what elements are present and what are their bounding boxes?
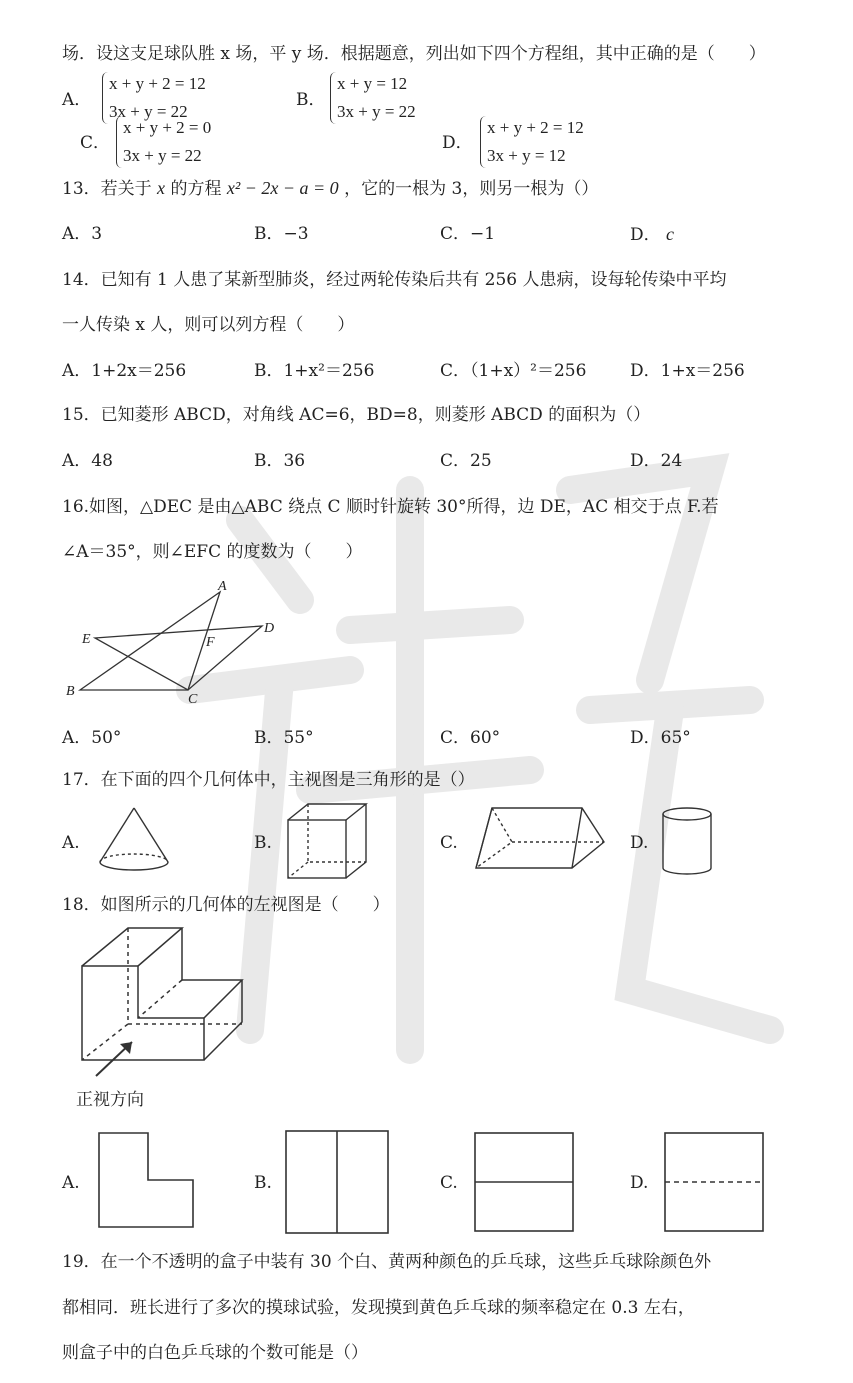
q12-b-eq2: 3x + y = 22	[337, 102, 416, 121]
q13-stem	[62, 178, 598, 199]
q13-option-d-value: c	[666, 224, 675, 244]
q18-option-c[interactable]: C.	[440, 1173, 458, 1193]
q18-stem: 18．如图所示的几何体的左视图是（ ）	[62, 895, 390, 915]
q13-option-b[interactable]: B．−3	[254, 224, 309, 244]
fig-label-c: C	[188, 692, 198, 707]
q16-line1: 16.如图，△DEC 是由△ABC 绕点 C 顺时针旋转 30°所得，边 DE，AC 相交于点 F.若	[62, 497, 719, 517]
q15-option-b[interactable]: B．36	[254, 451, 306, 471]
q19-line1: 19．在一个不透明的盒子中装有 30 个白、黄两种颜色的乒乓球，这些乒乓球除颜色外	[62, 1252, 712, 1272]
q12-option-b-system[interactable]	[330, 72, 416, 124]
fig-label-b: B	[66, 684, 75, 699]
q17-option-b[interactable]: B.	[254, 833, 272, 853]
q13-stem-post: ，它的一根为 3，则另一根为（）	[344, 179, 599, 199]
fig-label-f: F	[206, 635, 215, 650]
q14-option-d[interactable]: D．1+x＝256	[630, 361, 745, 381]
q12-option-d-label[interactable]: D．	[442, 133, 473, 153]
q17-cylinder-figure	[660, 806, 714, 878]
q18-option-d-figure	[664, 1132, 764, 1232]
q15-option-a[interactable]: A．48	[62, 451, 113, 471]
q18-option-b-figure	[285, 1130, 389, 1234]
q12-option-a-label[interactable]: A．	[62, 90, 92, 110]
q14-option-b[interactable]: B．1+x²＝256	[254, 361, 375, 381]
q15-stem: 15．已知菱形 ABCD，对角线 AC=6，BD=8，则菱形 ABCD 的面积为（）	[62, 405, 651, 425]
q18-option-d[interactable]: D.	[630, 1173, 649, 1193]
q16-option-c[interactable]: C．60°	[440, 728, 501, 748]
q12-d-eq2: 3x + y = 12	[487, 146, 566, 165]
q14-option-a[interactable]: A．1+2x＝256	[62, 361, 187, 381]
q12-a-eq1: x + y + 2 = 12	[109, 74, 206, 93]
q16-triangle-figure	[60, 580, 290, 705]
q16-option-a[interactable]: A．50°	[62, 728, 122, 748]
q12-a-eq2: 3x + y = 22	[109, 102, 188, 121]
q13-option-d[interactable]	[630, 224, 674, 245]
q12-d-eq1: x + y + 2 = 12	[487, 118, 584, 137]
q13-var: x	[157, 178, 166, 198]
fig-label-d: D	[264, 621, 275, 636]
q15-option-c[interactable]: C．25	[440, 451, 492, 471]
q18-option-a[interactable]: A.	[62, 1173, 80, 1193]
q12-option-c-label[interactable]: C．	[80, 133, 111, 153]
q13-option-c[interactable]: C．−1	[440, 224, 496, 244]
q18-option-c-figure	[474, 1132, 574, 1232]
q12-option-d-system[interactable]	[480, 116, 584, 168]
q17-stem: 17．在下面的四个几何体中，主视图是三角形的是（）	[62, 770, 475, 790]
q12-c-eq1: x + y + 2 = 0	[123, 118, 212, 137]
fig-label-a: A	[218, 579, 227, 594]
q18-option-b[interactable]: B.	[254, 1173, 272, 1193]
fig-label-e: E	[82, 632, 91, 647]
q12-c-eq2: 3x + y = 22	[123, 146, 202, 165]
q19-line2: 都相同．班长进行了多次的摸球试验，发现摸到黄色乒乓球的频率稳定在 0.3 左右，	[62, 1298, 695, 1318]
q12-option-b-label[interactable]: B．	[296, 90, 326, 110]
q13-stem-pre: 13．若关于	[62, 179, 152, 199]
q18-option-a-figure	[98, 1132, 194, 1228]
q18-direction-label: 正视方向	[76, 1090, 144, 1110]
q14-line2: 一人传染 x 人，则可以列方程（ ）	[62, 315, 355, 335]
q16-line2: ∠A＝35°，则∠EFC 的度数为（ ）	[62, 542, 363, 562]
q14-option-c[interactable]: C．（1+x）²＝256	[440, 361, 587, 381]
q12-option-c-system[interactable]	[116, 116, 211, 168]
q17-prism-figure	[472, 806, 608, 876]
arrow-icon	[92, 1030, 142, 1080]
q19-line3: 则盒子中的白色乒乓球的个数可能是（）	[62, 1343, 368, 1363]
q16-option-d[interactable]: D．65°	[630, 728, 691, 748]
q13-option-a[interactable]: A．3	[62, 224, 103, 244]
q15-option-d[interactable]: D．24	[630, 451, 683, 471]
q17-option-a[interactable]: A.	[62, 833, 80, 853]
q13-stem-mid: 的方程	[170, 179, 222, 199]
q12-b-eq1: x + y = 12	[337, 74, 408, 93]
q17-option-d[interactable]: D.	[630, 833, 649, 853]
q17-cone-figure	[96, 806, 172, 876]
q17-cube-figure	[284, 802, 374, 882]
q16-option-b[interactable]: B．55°	[254, 728, 314, 748]
triangle-dec	[95, 626, 262, 690]
q13-option-d-label: D．	[630, 225, 661, 245]
q14-line1: 14．已知有 1 人患了某新型肺炎，经过两轮传染后共有 256 人患病，设每轮传染中平均	[62, 270, 727, 290]
q12-stem: 场．设这支足球队胜 x 场，平 y 场．根据题意，列出如下四个方程组，其中正确的是（ ）	[62, 44, 766, 64]
q13-equation: x² − 2x − a = 0	[226, 178, 339, 198]
q17-option-c[interactable]: C.	[440, 833, 458, 853]
